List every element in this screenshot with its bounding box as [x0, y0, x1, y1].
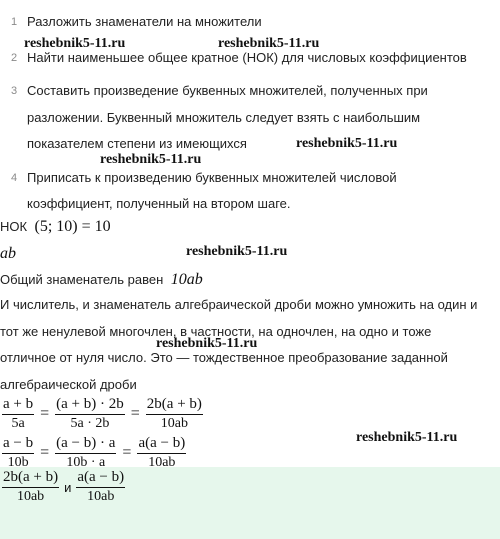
step-number: 2	[11, 52, 18, 64]
common-denominator-value: 10ab	[170, 271, 203, 288]
letter-factor: ab	[0, 245, 16, 262]
fraction: $\frac{2b(a + b)}{10ab}$	[146, 396, 202, 431]
nok-expression: (5; 10) = 10	[34, 218, 111, 235]
step-text: разложении. Буквенный множитель следует взять с наибольшим	[27, 110, 421, 125]
clipped-top-line	[0, 0, 500, 3]
step-text: Составить произведение буквенных множителей, полученных при	[27, 83, 428, 98]
watermark: reshebnik5-11.ru	[186, 244, 288, 259]
fraction: $\frac{(a - b) \cdot a}{10b \cdot a}$	[56, 435, 116, 470]
fraction: $\frac{a + b}{5a}$	[3, 396, 34, 431]
step-text: Приписать к произведению буквенных множителей числовой	[27, 170, 397, 185]
step-text: Найти наименьшее общее кратное (НОК) для числовых коэффициентов	[27, 50, 467, 65]
watermark: reshebnik5-11.ru	[156, 336, 258, 351]
step-number: 4	[11, 172, 18, 184]
equation-2: $\frac{a - b}{10b}$ = $\frac{(a - b) \cdot a}{10b \cdot a}$ = $\frac{a(a - b)}{10ab}$	[3, 435, 186, 470]
paragraph-line: тот же ненулевой многочлен, в частности, на одночлен, на одно и тоже	[0, 324, 432, 339]
watermark: reshebnik5-11.ru	[356, 430, 458, 445]
step-text: показателем степени из имеющихся	[27, 136, 247, 151]
nok-label: НОК	[0, 219, 28, 234]
result-line	[2, 470, 125, 504]
watermark: reshebnik5-11.ru	[100, 152, 202, 167]
fraction: $\frac{a - b}{10b}$	[3, 435, 34, 470]
paragraph-line: И числитель, и знаменатель алгебраической дроби можно умножить на один и	[0, 297, 478, 312]
step-text: Разложить знаменатели на множители	[27, 14, 262, 29]
equation-1: $\frac{a + b}{5a}$ = $\frac{(a + b) \cdot 2b}{5a \cdot 2b}$ = $\frac{2b(a + b)}{10ab}$	[3, 396, 202, 431]
common-denominator-line	[0, 271, 203, 289]
watermark: reshebnik5-11.ru	[296, 136, 398, 151]
step-text: коэффициент, полученный на втором шаге.	[27, 196, 291, 211]
step-number: 3	[11, 85, 18, 97]
watermark: reshebnik5-11.ru	[218, 36, 320, 51]
fraction: $\frac{(a + b) \cdot 2b}{5a \cdot 2b}$	[56, 396, 124, 431]
watermark: reshebnik5-11.ru	[24, 36, 126, 51]
paragraph-line: алгебраической дроби	[0, 377, 137, 392]
fraction: $\frac{a(a - b)}{10ab}$	[77, 469, 125, 504]
step-number: 1	[11, 16, 18, 28]
paragraph-line: отличное от нуля число. Это — тождественное преобразование заданной	[0, 350, 448, 365]
fraction: $\frac{a(a - b)}{10ab}$	[138, 435, 186, 470]
fraction: $\frac{2b(a + b)}{10ab}$	[3, 469, 59, 504]
nok-line	[0, 218, 111, 236]
common-denominator-text: Общий знаменатель равен	[0, 272, 164, 287]
conjunction: и	[64, 479, 72, 495]
